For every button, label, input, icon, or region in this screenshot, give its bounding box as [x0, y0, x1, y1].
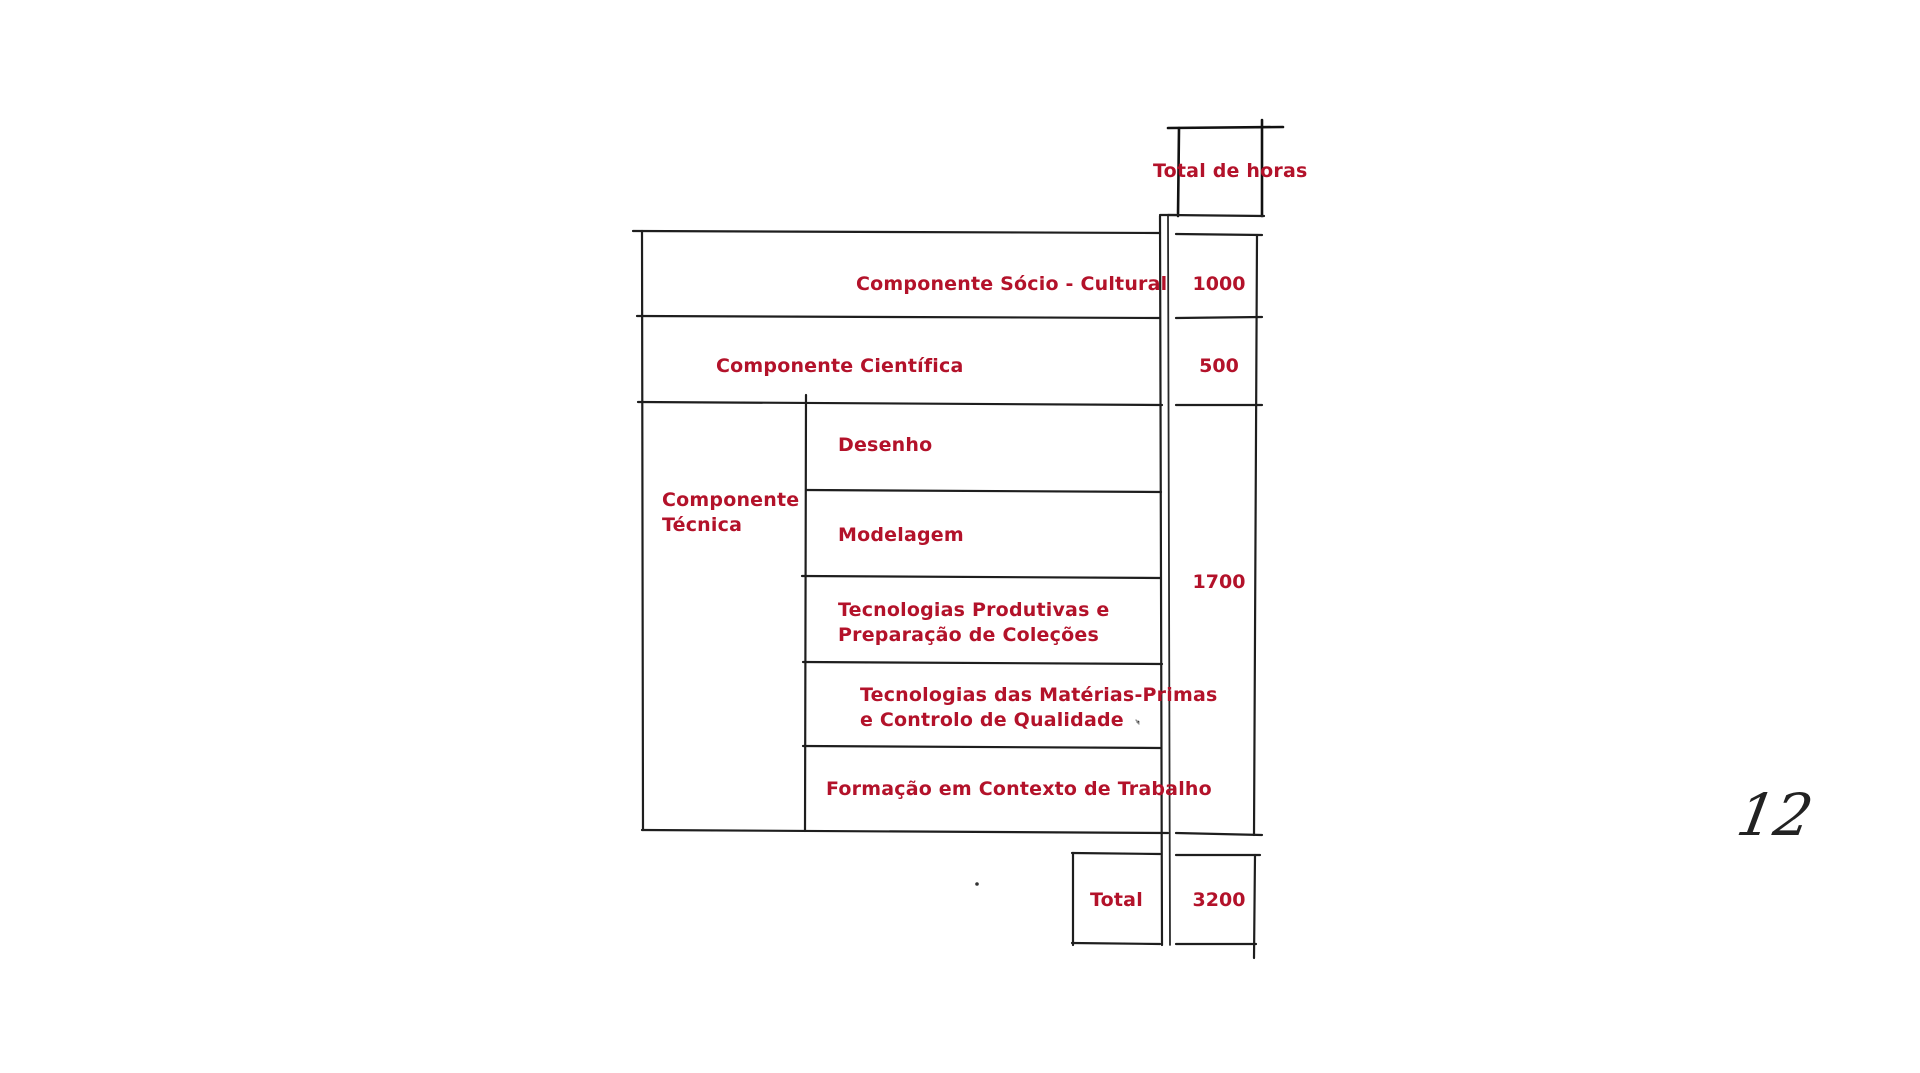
row-label-cientifica: Componente Científica	[716, 355, 964, 377]
row-label-socio-cultural: Componente Sócio - Cultural	[856, 273, 1168, 295]
subitem-tecnologias-produtivas-line2: Preparação de Coleções	[838, 624, 1099, 646]
tecnica-inner-border	[805, 395, 806, 831]
subitem-formacao: Formação em Contexto de Trabalho	[826, 778, 1212, 800]
total-hours: 3200	[1192, 889, 1246, 911]
hours-cientifica: 500	[1199, 355, 1239, 377]
stray-marks	[975, 720, 1139, 886]
subitem-modelagem: Modelagem	[838, 524, 964, 546]
subitem-tecnologias-materias-line2: e Controlo de Qualidade	[860, 709, 1124, 731]
subitem-tecnologias-materias-line1: Tecnologias das Matérias-Primas	[860, 684, 1218, 706]
total-hours-header: Total de horas	[1153, 160, 1308, 182]
row-label-tecnica-line2: Técnica	[662, 514, 743, 536]
subitem-desenho: Desenho	[838, 434, 933, 456]
page-number: 12	[1732, 781, 1818, 849]
row-label-tecnica-line1: Componente	[662, 489, 800, 511]
total-label: Total	[1090, 889, 1143, 911]
subitem-tecnologias-produtivas-line1: Tecnologias Produtivas e	[838, 599, 1110, 621]
hours-separator	[1160, 215, 1176, 945]
hours-tecnica: 1700	[1192, 571, 1246, 593]
hours-right-border	[1254, 235, 1257, 835]
hours-socio-cultural: 1000	[1192, 273, 1246, 295]
